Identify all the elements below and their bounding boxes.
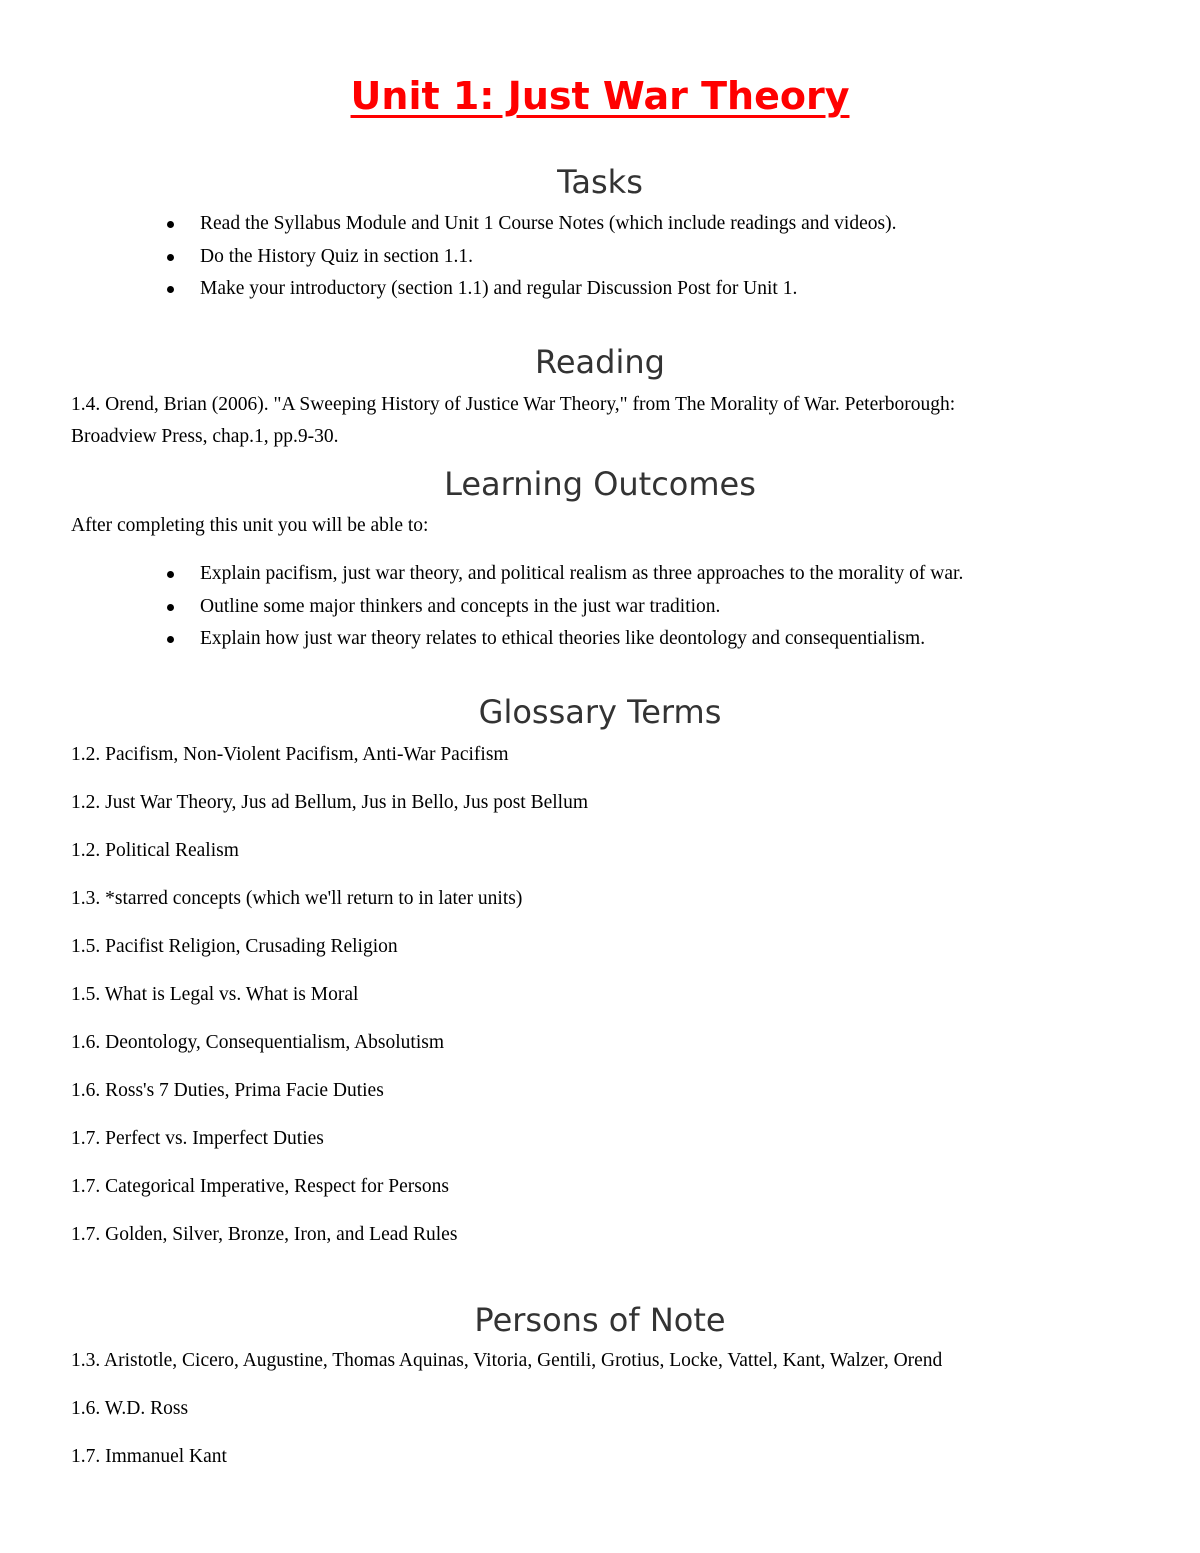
outcomes-list [0,558,1200,656]
bullet-icon [167,604,174,611]
list-item: Explain pacifism, just war theory, and political realism as three approaches to the morality of war. [0,558,1200,591]
list-item: 1.7. Perfect vs. Imperfect Duties [71,1128,324,1149]
list-item: 1.3. Aristotle, Cicero, Augustine, Thomas Aquinas, Vitoria, Gentili, Grotius, Locke, Vattel, Kant, Walzer, Orend [71,1350,943,1371]
tasks-list [0,208,1200,306]
document-title: Unit 1: Just War Theory [350,74,850,118]
bullet-icon [167,254,174,261]
list-item: 1.5. What is Legal vs. What is Moral [71,984,359,1005]
persons-list [71,1345,942,1489]
reading-line-1: 1.4. Orend, Brian (2006). "A Sweeping History of Justice War Theory," from The Morality of War. Peterborough: [71,394,956,415]
bullet-icon [167,286,174,293]
bullet-icon [167,571,174,578]
list-item: 1.6. Ross's 7 Duties, Prima Facie Duties [71,1080,384,1101]
outcomes-heading: Learning Outcomes [444,465,756,503]
list-item: 1.7. Immanuel Kant [71,1446,227,1467]
outcomes-intro: After completing this unit you will be able to: [71,515,429,536]
list-item: 1.7. Golden, Silver, Bronze, Iron, and Lead Rules [71,1224,458,1245]
list-item: 1.2. Pacifism, Non-Violent Pacifism, Anti-War Pacifism [71,744,509,765]
list-item: Outline some major thinkers and concepts in the just war tradition. [0,591,1200,624]
list-item: 1.5. Pacifist Religion, Crusading Religion [71,936,398,957]
persons-heading: Persons of Note [474,1301,726,1339]
reading-line-2: Broadview Press, chap.1, pp.9-30. [71,426,339,447]
tasks-heading: Tasks [557,163,643,201]
list-item: Make your introductory (section 1.1) and regular Discussion Post for Unit 1. [0,273,1200,306]
list-item: 1.2. Political Realism [71,840,239,861]
reading-heading: Reading [535,343,665,381]
list-item: 1.6. Deontology, Consequentialism, Absolutism [71,1032,445,1053]
list-item: Explain how just war theory relates to ethical theories like deontology and consequentialism. [0,623,1200,656]
bullet-icon [167,221,174,228]
list-item: 1.6. W.D. Ross [71,1398,189,1419]
bullet-icon [167,636,174,643]
list-item: Read the Syllabus Module and Unit 1 Course Notes (which include readings and videos). [0,208,1200,241]
list-item: 1.2. Just War Theory, Jus ad Bellum, Jus in Bello, Jus post Bellum [71,792,588,813]
list-item: 1.3. *starred concepts (which we'll return to in later units) [71,888,523,909]
glossary-heading: Glossary Terms [478,693,722,731]
list-item: 1.7. Categorical Imperative, Respect for Persons [71,1176,449,1197]
glossary-list [71,739,588,1267]
list-item: Do the History Quiz in section 1.1. [0,241,1200,274]
